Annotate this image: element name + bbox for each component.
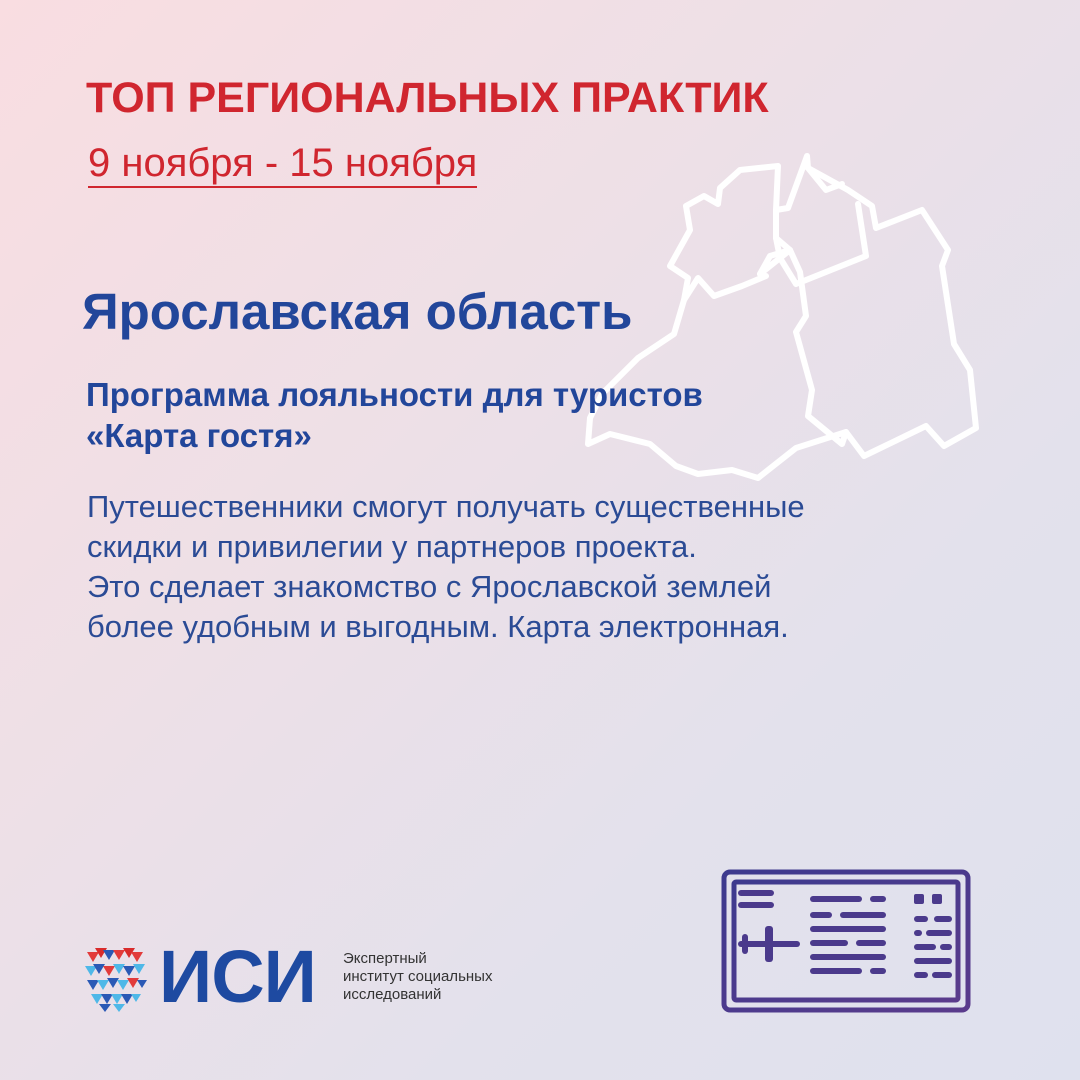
boarding-pass-icon <box>720 868 972 1014</box>
description-line: Путешественники смогут получать существенные <box>87 489 805 524</box>
program-title <box>86 374 703 456</box>
logo-caption-line: Экспертный <box>343 950 427 967</box>
logo-caption <box>343 950 563 1004</box>
date-range: 9 ноября - 15 ноября <box>88 140 477 188</box>
description-line: более удобным и выгодным. Карта электронная. <box>87 609 789 644</box>
program-title-line: Программа лояльности для туристов <box>86 376 703 413</box>
triangles-logo-icon <box>85 944 155 1014</box>
description-text <box>87 487 967 647</box>
logo-wordmark: ИСИ <box>159 935 316 1018</box>
page-title: ТОП РЕГИОНАЛЬНЫХ ПРАКТИК <box>86 74 769 122</box>
description-line: скидки и привилегии у партнеров проекта. <box>87 529 697 564</box>
logo-caption-line: институт социальных <box>343 968 493 985</box>
program-title-line: «Карта гостя» <box>86 417 312 454</box>
logo-caption-line: исследований <box>343 986 442 1003</box>
description-line: Это сделает знакомство с Ярославской землей <box>87 569 772 604</box>
region-title: Ярославская область <box>82 283 633 340</box>
